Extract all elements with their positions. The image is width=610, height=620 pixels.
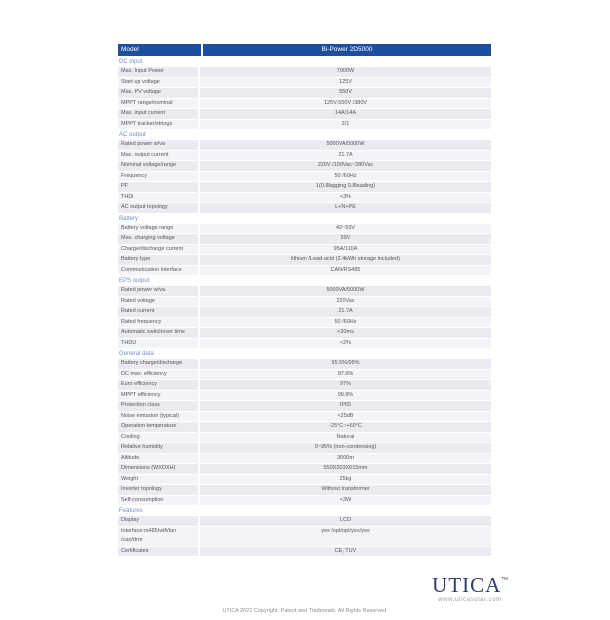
spec-label: Rated power w/va: [118, 286, 198, 296]
spec-label: Battery voltage range: [118, 224, 198, 234]
spec-row: [118, 485, 491, 495]
spec-value: 59V: [200, 234, 491, 244]
spec-row: [118, 547, 491, 557]
spec-label: Max. output current: [118, 151, 198, 161]
spec-row: [118, 527, 491, 546]
spec-value: 3000m: [200, 454, 491, 464]
spec-value: 2/1: [200, 120, 491, 130]
spec-value: 550X203X615mm: [200, 464, 491, 474]
spec-label: Inverter topology: [118, 485, 198, 495]
spec-value: lithium /Lead-acid (2.4kWh storage included): [200, 255, 491, 265]
section-title: Features: [119, 508, 143, 514]
spec-row: [118, 433, 491, 443]
table-header-row: [118, 44, 491, 56]
spec-value: <25dB: [200, 412, 491, 422]
spec-label: Cooling: [118, 433, 198, 443]
spec-row: [118, 380, 491, 390]
spec-label: THDi: [118, 193, 198, 203]
spec-value: <3W: [200, 496, 491, 506]
spec-row: [118, 255, 491, 265]
spec-label: Display: [118, 516, 198, 526]
spec-row: [118, 109, 491, 119]
spec-row: [118, 182, 491, 192]
spec-label: Battery type: [118, 255, 198, 265]
spec-label: Protection class: [118, 401, 198, 411]
spec-row: [118, 286, 491, 296]
spec-label: Operation temperature: [118, 422, 198, 432]
spec-value: 550V: [200, 88, 491, 98]
spec-value: 95.5%/95%: [200, 359, 491, 369]
spec-row: [118, 266, 491, 276]
spec-label: Max. Input Power: [118, 67, 198, 77]
spec-row: [118, 172, 491, 182]
spec-row: [118, 307, 491, 317]
section-title: DC input: [119, 59, 143, 65]
spec-row: [118, 297, 491, 307]
spec-value: 5000VA/5000W: [200, 140, 491, 150]
spec-label: Nominal voltage/range: [118, 161, 198, 171]
spec-value: 95A/110A: [200, 245, 491, 255]
spec-label: Interface:rs485/wifi/lan /can/drm: [118, 527, 198, 546]
spec-value: 21.7A: [200, 151, 491, 161]
spec-value: -25°C~+60°C: [200, 422, 491, 432]
spec-value: CAN/RS485: [200, 266, 491, 276]
spec-value: <2%: [200, 339, 491, 349]
spec-row: [118, 464, 491, 474]
spec-value: LCD: [200, 516, 491, 526]
spec-value: 42~59V: [200, 224, 491, 234]
spec-table-body: [118, 57, 491, 556]
spec-value: 50 /60Hz: [200, 172, 491, 182]
spec-row: [118, 359, 491, 369]
spec-label: MPPT efficiency: [118, 391, 198, 401]
spec-value: 21.7A: [200, 307, 491, 317]
spec-value: 97.6%: [200, 370, 491, 380]
spec-label: Rated power w/va: [118, 140, 198, 150]
section-title: General data: [119, 351, 154, 357]
spec-label: Noise emission (typical): [118, 412, 198, 422]
spec-table: [118, 44, 491, 556]
spec-row: [118, 443, 491, 453]
spec-row: [118, 99, 491, 109]
spec-value: Natural: [200, 433, 491, 443]
spec-value: 50 /60Hz: [200, 318, 491, 328]
spec-row: [118, 422, 491, 432]
spec-row: [118, 245, 491, 255]
spec-label: Altitude: [118, 454, 198, 464]
spec-label: Max. charging voltage: [118, 234, 198, 244]
spec-value: 7000W: [200, 67, 491, 77]
spec-row: [118, 339, 491, 349]
spec-label: Start-up voltage: [118, 78, 198, 88]
spec-value: 25kg: [200, 475, 491, 485]
spec-label: Max. input current: [118, 109, 198, 119]
spec-row: [118, 370, 491, 380]
spec-label: Weight: [118, 475, 198, 485]
spec-value: CE, TUV: [200, 547, 491, 557]
spec-row: [118, 234, 491, 244]
spec-label: Rated current: [118, 307, 198, 317]
spec-value: 97%: [200, 380, 491, 390]
spec-row: [118, 412, 491, 422]
spec-label: Battery charge/discharge: [118, 359, 198, 369]
spec-row: [118, 161, 491, 171]
spec-value: 220V /100Vac~280Vac: [200, 161, 491, 171]
spec-value: L+N+PE: [200, 203, 491, 213]
spec-value: yes /opt/opt/yes/yes: [200, 527, 491, 546]
spec-label: Max. PV voltage: [118, 88, 198, 98]
spec-label: Automatic switchover time: [118, 328, 198, 338]
spec-value: 5000VA/5000W: [200, 286, 491, 296]
spec-row: [118, 193, 491, 203]
spec-value: 125V: [200, 78, 491, 88]
spec-label: Certificates: [118, 547, 198, 557]
spec-label: Frequency: [118, 172, 198, 182]
section-title: AC output: [119, 132, 146, 138]
spec-row: [118, 140, 491, 150]
spec-row: [118, 67, 491, 77]
spec-label: Euro efficiency: [118, 380, 198, 390]
spec-label: MPPT tracker/strings: [118, 120, 198, 130]
spec-value: Without transformer: [200, 485, 491, 495]
model-header-label: Model: [118, 44, 201, 56]
spec-label: DC max. efficiency: [118, 370, 198, 380]
spec-row: [118, 401, 491, 411]
spec-label: Self-consumption: [118, 496, 198, 506]
spec-value: 1(0.8lagging 0.8leading): [200, 182, 491, 192]
spec-value: 14A/14A: [200, 109, 491, 119]
spec-value: 125V-550V /380V: [200, 99, 491, 109]
website-url: www.uticasolar.com: [438, 597, 502, 603]
spec-value: IP65: [200, 401, 491, 411]
spec-row: [118, 475, 491, 485]
spec-row: [118, 88, 491, 98]
copyright-line: UTICA 2021 Copyright. Patent and Trademark. All Rights Reserved.: [222, 608, 388, 614]
section-title: EPS output: [119, 278, 150, 284]
spec-label: Dimensions (WXDXH): [118, 464, 198, 474]
spec-label: AC output topology: [118, 203, 198, 213]
spec-label: MPPT range/nominal: [118, 99, 198, 109]
spec-value: 220Vac: [200, 297, 491, 307]
spec-row: [118, 496, 491, 506]
spec-row: [118, 454, 491, 464]
spec-label: PF: [118, 182, 198, 192]
model-header-value: Bi-Power 2D5000: [203, 44, 491, 56]
spec-value: 99.9%: [200, 391, 491, 401]
spec-value: 0~95% (non-condensing): [200, 443, 491, 453]
spec-value: <20ms: [200, 328, 491, 338]
spec-row: [118, 203, 491, 213]
section-title: Battery: [119, 215, 139, 222]
spec-row: [118, 328, 491, 338]
spec-label: Charge/discharge current: [118, 245, 198, 255]
spec-row: [118, 224, 491, 234]
spec-row: [118, 516, 491, 526]
spec-label: Rated frequency: [118, 318, 198, 328]
brand-wordmark: UTICA: [432, 573, 502, 597]
spec-label: THDU: [118, 339, 198, 349]
spec-row: [118, 391, 491, 401]
spec-label: Relative humidity: [118, 443, 198, 453]
spec-label: Communication interface: [118, 266, 198, 276]
spec-label: Rated voltage: [118, 297, 198, 307]
spec-row: [118, 120, 491, 130]
trademark-symbol: TM: [501, 576, 508, 581]
utica-logo: [431, 575, 509, 603]
spec-row: [118, 151, 491, 161]
spec-value: <3%: [200, 193, 491, 203]
spec-row: [118, 318, 491, 328]
spec-row: [118, 78, 491, 88]
